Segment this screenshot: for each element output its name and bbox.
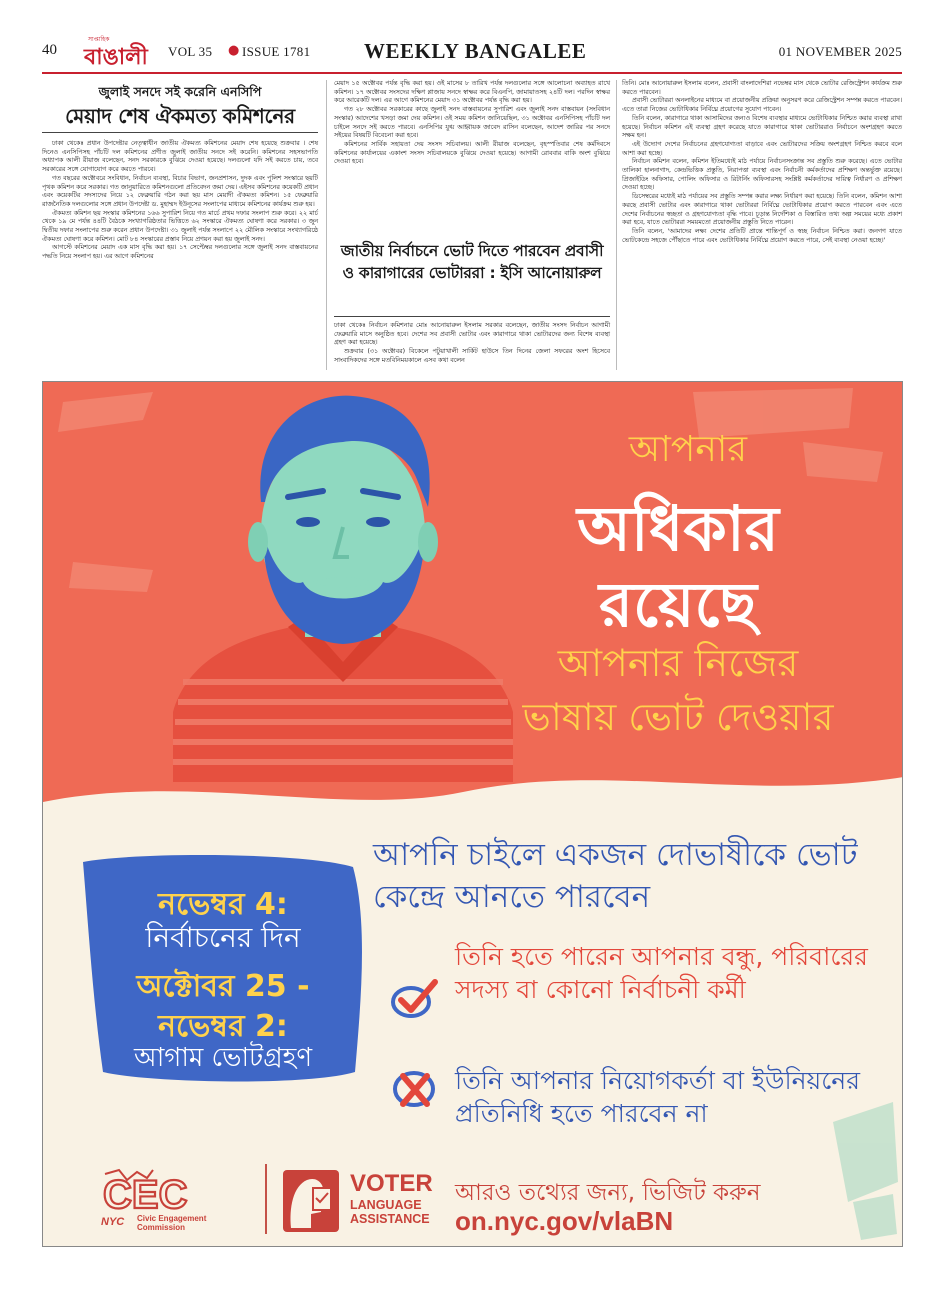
article2-body — [334, 322, 610, 366]
voter-profile-icon — [281, 1168, 341, 1234]
disallowed-interpreters-text: তিনি আপনার নিয়োগকর্তা বা ইউনিয়নের প্রতিনিধি হতে পারবেন না — [455, 1066, 860, 1128]
column-divider — [616, 80, 617, 370]
article2-paragraph: তিনি। মোঃ আনোয়ারুল ইসলাম বলেন, প্রবাসী বাংলাদেশিরা নভেম্বর মাস থেকে ভোটার রেজিস্ট্রেশন কার্যক্রম শুরু করতে পারবেন। — [622, 80, 902, 96]
article1-paragraph: ঢাকা থেকেঃ প্রধান উপদেষ্টার নেতৃত্বাধীন জাতীয় ঐকমত্য কমিশনের মেয়াদ শেষ হয়েছে শুক্রবার । শেষ দিনেও এনসিপিসহ পাঁচটি দল কমিশনের প্রণীত জুলাই জাতীয় সনদে সই করেনি। কমিশনের সহসভাপতি অধ্যাপক আলী রীয়াজ বলেছেন, সনদ সরকারকে বুঝিয়ে দেওয়া হয়েছে। দলগুলো যদি সই করতে চায়, তবে সরকারের সঙ্গে যোগাযোগ করে করতে পারবে। — [42, 140, 318, 174]
x-icon — [389, 1064, 439, 1114]
article1-body — [42, 140, 318, 262]
article2-paragraph: তিনি বলেন, কারাগারে থাকা আসামিদের জন্যও বিশেষ ব্যবস্থার মাধ্যমে ভোটাধিকার নিশ্চিত করার ব্যবস্থা রাখা হয়েছে। নির্বাচন কমিশন এই ব্যবস্থা গ্রহণ করেছে যাতে কারাগারে থাকা ভোটাররাও নির্বাচনে অংশগ্রহণ করতে সক্ষম হন। — [622, 114, 902, 140]
ad-headline-sub1: আপনার নিজের — [557, 641, 799, 685]
vla-title: VOTER — [350, 1170, 433, 1197]
article1-rule — [42, 132, 318, 133]
election-day-date: নভেম্বর 4: — [158, 887, 288, 922]
interpreter-statement: আপনি চাইলে একজন দোভাষীকে ভোট কেন্দ্রে আনতে পারবেন — [373, 837, 858, 915]
article1-paragraph: গত ২৮ অক্টোবর সরকারের কাছে জুলাই সনদ বাস্তবায়নের সুপারিশ এবং জুলাই সনদ বাস্তবায়ন (সংবিধান সংস্কার) আদেশের খসড়া জমা দেয় কমিশন। ওই সময় কমিশন জানিয়েছিল, ৩১ অক্টোবর এনসিপিসহ পাঁচটি দল চাইলে সনদে সই করতে পারবে। এনসিপির যুগ্ম আহ্বায়ক জাবেদ রাসিন বলেছেন, আদেশ জারির পর সনদে সইয়ের বিষয়টি বিবেচনা করা হবে। — [334, 106, 610, 140]
article1-headline: মেয়াদ শেষ ঐকমত্য কমিশনের — [65, 104, 295, 128]
logo-text: বাঙালী — [84, 45, 148, 70]
article2-paragraph: তিনি বলেন, 'আমাদের লক্ষ্য দেশের প্রতিটি প্রান্তে শান্তিপূর্ণ ও স্বচ্ছ নির্বাচন নিশ্চিত করা। জনগণ যাতে ভোটকেন্দ্রে সহজে পৌঁছাতে পারে এবং ভোটাধিকার নির্বিঘ্নে প্রয়োগ করতে পারে, সেই ব্যবস্থা নেওয়া হচ্ছে।' — [622, 227, 902, 244]
svg-text:CEC: CEC — [103, 1173, 188, 1217]
cec-subtitle: Civic Engagement Commission — [137, 1214, 207, 1232]
allowed-interpreters-text: তিনি হতে পারেন আপনার বন্ধু, পরিবারের সদস্য বা কোনো নির্বাচনী কর্মী — [455, 942, 868, 1004]
early-vote-date-start: অক্টোবর 25 - — [136, 969, 310, 1004]
newspaper-name: WEEKLY BANGALEE — [364, 39, 587, 63]
article2-paragraph: নির্বাচন কমিশন বলেন, কমিশন ইতিমধ্যেই মাঠ পর্যায়ে নির্বাচনসংক্রান্ত সব প্রস্তুতি শুরু করেছে। এতে ভোটার তালিকা হালনাগাদ, কেন্দ্রভিত্তিক প্রস্তুতি, নিরাপত্তা ব্যবস্থা এবং নির্বাচনী কর্মকর্তাদের প্রশিক্ষণ অন্তর্ভুক্ত রয়েছে। প্রিজাইডিং অফিসার, পোলিং অফিসার ও রিটার্নিং অফিসারসহ সংশ্লিষ্ট কর্মকর্তাদের দায়িত্ব নির্ধারণ ও প্রশিক্ষণ দেওয়া হচ্ছে। — [622, 158, 902, 192]
election-day-label: নির্বাচনের দিন — [145, 921, 301, 954]
masthead — [42, 34, 902, 72]
vla-subtitle: LANGUAGE ASSISTANCE — [350, 1198, 430, 1226]
footer-divider — [265, 1164, 267, 1234]
ad-headline-top: আপনার — [628, 429, 748, 470]
masthead-rule — [42, 72, 902, 74]
article1-continuation — [334, 80, 610, 167]
article2-paragraph: প্রবাসী ভোটাররা অনলাইনের মাধ্যমে বা প্রয়োজনীয় প্রক্রিয়া অনুসরণ করে রেজিস্ট্রেশন সম্পন্ন করতে পারবেন। এতে তারা নিজের ভোটাধিকার নির্বিঘ্নে প্রয়োগের সুযোগ পাবেন। — [622, 97, 902, 114]
newspaper-logo — [72, 34, 182, 70]
issue-label: ISSUE 1781 — [242, 44, 311, 59]
article1-paragraph: কমিশনের সার্বিক সহায়তা দেয় সংসদ সচিবালয়। আলী রীয়াজ বলেছেন, বৃহস্পতিবার শেষ কর্মদিবসে কমিশনের কার্যালয়ের একাংশ সংসদ সচিবালয়কে বুঝিয়ে দেওয়া হয়েছে। আগামী রোববার বাকি অংশ বুঝিয়ে দেওয়া হবে। — [334, 140, 610, 166]
article2-paragraph: ডিসেম্বরের মধ্যেই মাঠ পর্যায়ের সব প্রস্তুতি সম্পন্ন করার লক্ষ্য নির্ধারণ করা হয়েছে। তিনি বলেন, কমিশন আশা করছে প্রবাসী ভোটার এবং কারাগারে থাকা ভোটাররা নির্বিঘ্নে ভোটাধিকার প্রয়োগ করতে পারবেন এবং এতে দেশের নির্বাচনের স্বচ্ছতা ও গ্রহণযোগ্যতা বৃদ্ধি পাবে। চূড়ান্ত নির্দেশিকা ও বিস্তারিত তথ্য অল্প সময়ের মধ্যে প্রকাশ করা হবে, যাতে ভোটাররা সময়মতো প্রয়োজনীয় প্রস্তুতি নিতে পারেন। — [622, 193, 902, 227]
article2-paragraph: ঢাকা থেকেঃ নির্বাচন কমিশনার মোঃ আনোয়ারুল ইসলাম সরকার বলেছেন, জাতীয় সংসদ নির্বাচন আগামী ফেব্রুয়ারি মাসে অনুষ্ঠিত হবে। দেশের সব প্রবাসী ভোটার এবং কারাগারে থাকা ভোটারদের জন্য বিশেষ ব্যবস্থা গ্রহণ করা হয়েছে। — [334, 322, 610, 347]
volume-label: VOL 35 — [168, 44, 213, 59]
ad-headline-main2: রয়েছে — [598, 568, 758, 641]
logo-subtitle: সাপ্তাহিক — [88, 36, 110, 43]
article2-paragraph: শুক্রবার (৩১ অক্টোবর) বিকেলে পটুয়াখালী সার্কিট হাউসে তিন দিনের জেলা সফরের অংশ হিসেবে সাংবাদিকদের সঙ্গে মতবিনিময়কালে এসব কথা বলেন — [334, 348, 610, 364]
more-info-url[interactable]: on.nyc.gov/vlaBN — [455, 1206, 674, 1236]
issue-date: 01 NOVEMBER 2025 — [778, 44, 902, 59]
more-info-text: আরও তথ্যের জন্য, ভিজিট করুন — [455, 1180, 761, 1206]
article1-paragraph: গত বছরের অক্টোবরে সংবিধান, নির্বাচন ব্যবস্থা, বিচার বিভাগ, জনপ্রশাসন, দুদক এবং পুলিশ সংস্কারে ছয়টি পৃথক কমিশন করে সরকার। গত জানুয়ারিতে কমিশনগুলো প্রতিবেদন জমা দেয়। এইসব কমিশনের কয়েকটি প্রধান এবং কয়েকটির সদস্যদের নিয়ে ১২ ফেব্রুয়ারি গঠন করা ছয় মাস মেয়াদী ঐকমত্য কমিশন। ১৫ ফেব্রুয়ারি রাজনৈতিক দলগুলোর সঙ্গে প্রধান উপদেষ্টা ড. মুহাম্মদ ইউনূসের সংলাপের মাধ্যমে কমিশনের কার্যক্রম শুরু হয়। — [42, 174, 318, 208]
page-number: 40 — [42, 42, 57, 58]
early-vote-label: আগাম ভোটগ্রহণ — [133, 1043, 313, 1073]
article1-paragraph: ঐকমত্য কমিশন ছয় সংস্কার কমিশনের ১৬৬ সুপারিশ নিয়ে গত মার্চে প্রথম দফার সংলাপ শুরু করে। ২২ মার্চ থেকে ১৯ মে পর্যন্ত ৪৪টি বৈঠকে সংখ্যাগরিষ্ঠতার ভিত্তিতে ৬২ সংস্কারে ঐকমত্য ঘোষণা করে সরকার। ৩ জুন দ্বিতীয় দফার সংলাপের শুরু করেন প্রধান উপদেষ্টা। ৩১ জুলাই পর্যন্ত সংলাপে ২২ মৌলিক সংস্কারে সংখ্যাগরিষ্ঠে ঐকমত্য ঘোষণা করে কমিশন। মোট ৮৪ সংস্কারের প্রস্তাব নিয়ে প্রণয়ন করা হয় জুলাই সনদ। — [42, 209, 318, 243]
early-vote-date-end: নভেম্বর 2: — [158, 1009, 288, 1044]
bullet-dot: ● — [228, 43, 240, 58]
article2-paragraph: এই উদ্যোগ দেশের নির্বাচনের গ্রহণযোগ্যতা বাড়াবে এবং ভোটারদের সক্রিয় অংশগ্রহণ নিশ্চিত করবে বলে আশা করা হচ্ছে। — [622, 140, 902, 157]
article2-headline: জাতীয় নির্বাচনে ভোট দিতে পারবেন প্রবাসী ও কারাগারের ভোটাররা : ইসি আনোয়ারুল — [340, 242, 604, 282]
article1-paragraph: মেয়াদ ১৫ অক্টোবর পর্যন্ত বৃদ্ধি করা হয়। ওই মাসের ৮ তারিখ পর্যন্ত দলগুলোর সঙ্গে আলোচনা অব্যাহত রাখে কমিশন। ১৭ অক্টোবর সংসদের দক্ষিণ প্লাজায় সনদে স্বাক্ষর করে বিএনপি, জামায়াতসহ ২৪টি দল। পরদিন স্বাক্ষর করে আরেকটি দল। এর আগে কমিশনের মেয়াদ ৩১ অক্টোবর পর্যন্ত বৃদ্ধি করা হয়। — [334, 80, 610, 105]
article1-kicker: জুলাই সনদে সই করেনি এনসিপি — [98, 84, 262, 99]
ad-headline-sub2: ভাষায় ভোট দেওয়ার — [522, 695, 834, 739]
ad-headline-main1: অধিকার — [577, 492, 779, 565]
nyc-logo-text: NYC — [101, 1216, 125, 1228]
article2-rule — [334, 316, 610, 317]
check-icon — [389, 974, 439, 1024]
column-divider — [326, 80, 327, 370]
article2-continuation — [622, 80, 902, 245]
article1-paragraph: আগস্টে কমিশনের মেয়াদ এক মাস বৃদ্ধি করা হয়। ১৭ সেপ্টেম্বর দলগুলোর সঙ্গে জুলাই সনদ বাস্তবায়নের পদ্ধতি নিয়ে সংলাপ হয়। এর আগে কমিশনের — [42, 244, 318, 261]
voter-language-assistance-ad — [42, 381, 903, 1247]
